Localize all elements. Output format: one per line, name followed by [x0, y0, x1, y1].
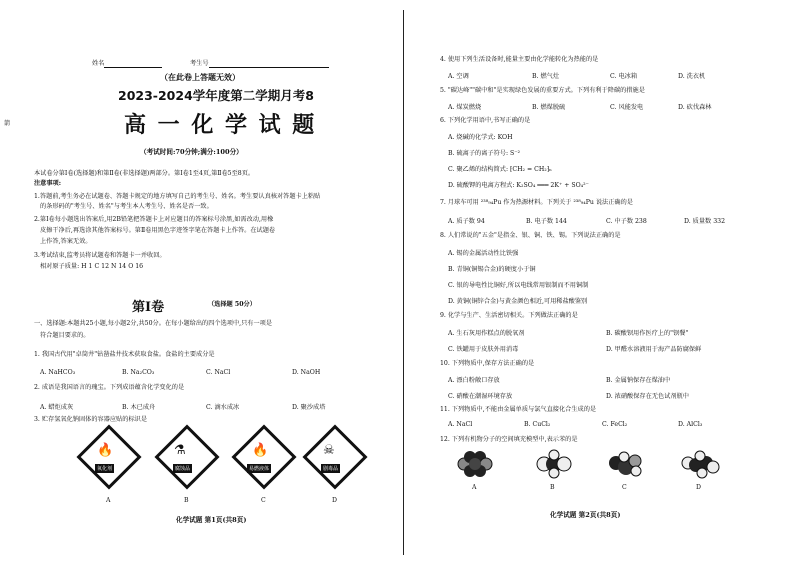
option-b: B [184, 497, 189, 504]
option-c: C. NaCl [206, 369, 231, 376]
question-stem: 2. 成语是我国语言的瑰宝。下列成语蕴含化学变化的是 [34, 384, 185, 391]
hazard-label: 氧化剂 [97, 466, 113, 472]
option-c: C. 电冰箱 [610, 73, 638, 80]
year-title: 2023-2024学年度第二学期月考8 [118, 88, 314, 103]
option-b: B. 金属钠保存在煤油中 [606, 377, 671, 384]
option-d: D. 浓硝酸保存在无色试剂瓶中 [606, 393, 689, 400]
notice: （在此卷上答题无效） [160, 72, 240, 82]
option-a: A. NaHCO₃ [40, 369, 76, 376]
question-stem: 5. "碳达峰""碳中和"是实现绿色发展的重要方式。下列有利于降碳的措施是 [440, 87, 645, 94]
option-d: D. 硫酸钾的电离方程式: K₂SO₄ ═══ 2K⁺ + SO₄²⁻ [448, 182, 589, 189]
hazard-label: 剧毒品 [323, 466, 339, 472]
section-instruction: 一、选择题:本题共25小题,每小题2分,共50分。在每小题给出的四个选项中,只有一项是 [34, 320, 273, 327]
option-a: A [472, 484, 477, 491]
option-b: B. 电子数 144 [526, 218, 567, 225]
question-stem: 6. 下列化学用语中,书写正确的是 [440, 117, 531, 124]
option-d: D [332, 497, 337, 504]
question-stem: 11. 下列物质中,不能由金属单质与氯气直接化合生成的是 [440, 406, 597, 413]
option-c: C. 滴水成冰 [206, 404, 240, 411]
right-page [410, 0, 794, 561]
hazard-diamond-b [154, 424, 219, 489]
question-stem: 9. 化学与生产、生活密切相关。下列做法正确的是 [440, 312, 578, 319]
question-stem: 12. 下列有机物分子的空间填充模型中,表示苯的是 [440, 436, 578, 443]
question-stem: 1. 我国古代用"卓筒井"钻凿盐井技术获取食盐。食盐的主要成分是 [34, 351, 215, 358]
option-b: B. 碳酸钡用作医疗上的"钡餐" [606, 330, 689, 337]
option-d: D. 黄铜(铜锌合金)与黄金颜色相近,可用稀盐酸鉴别 [448, 298, 588, 305]
page-divider [403, 10, 404, 555]
notice-title: 注意事项: [34, 180, 62, 187]
option-c: C. 聚乙烯的结构简式: ⁅CH₂ = CH₂⁆ₙ [448, 166, 552, 173]
notice-item: 1.答题前,考生务必在试题卷、答题卡规定的地方填写自己的考生号、姓名。考生要认真核对答题卡上粘贴 [34, 193, 321, 200]
hazard-label: 腐蚀品 [175, 466, 191, 472]
option-d: D. 砍伐森林 [678, 104, 712, 111]
option-b: B [550, 484, 555, 491]
name-label: 姓名 [92, 60, 105, 67]
option-c: C. FeCl₂ [602, 421, 628, 428]
option-d: D. 质量数 332 [684, 218, 726, 225]
option-d: D. 洗衣机 [678, 73, 706, 80]
exam-no-field [190, 60, 329, 68]
page-footer: 化学试题 第1页(共8页) [176, 516, 247, 524]
option-d: D [696, 484, 701, 491]
molecule-model-b [534, 449, 574, 479]
oxidizer-icon: 🔥 [97, 443, 114, 458]
notice-item: 上作答,答案无效。 [40, 238, 92, 245]
option-c: C. 银的导电性比铜好,所以电线常用银制而不用铜制 [448, 282, 589, 289]
question-stem: 4. 使用下列生活设备时,能量主要由化学能转化为热能的是 [440, 56, 599, 63]
hazard-label: 易燃液体 [249, 466, 270, 472]
margin-char: 箭 [4, 120, 11, 127]
molecule-model-a [456, 449, 496, 479]
option-a: A. NaCl [448, 421, 473, 428]
section-instruction: 符合题目要求的。 [40, 332, 90, 339]
name-field [92, 60, 162, 68]
option-c: C [261, 497, 266, 504]
option-d: D. 聚沙成塔 [292, 404, 326, 411]
option-c: C. 风能发电 [610, 104, 644, 111]
option-c: C. 中子数 238 [606, 218, 647, 225]
option-b: B. CuCl₂ [524, 421, 551, 428]
notice-item: 的条形码的"考生号、姓名"与考生本人考生号、姓名是否一致。 [40, 203, 213, 210]
option-d: D. AlCl₃ [678, 421, 703, 428]
option-b: B. Na₂CO₃ [122, 369, 155, 376]
option-a: A. 蜡炬成灰 [40, 404, 74, 411]
option-a: A [106, 497, 111, 504]
question-stem: 8. 人们常说的"五金"是指金、银、铜、铁、锡。下列说法正确的是 [440, 232, 621, 239]
option-b: B. 燃气灶 [532, 73, 560, 80]
molecule-model-c [606, 449, 646, 479]
molecule-model-d [680, 449, 720, 479]
time-score: （考试时间:70分钟;满分:100分） [140, 148, 243, 156]
main-title: 高 一 化 学 试 题 [124, 112, 317, 138]
option-b: B. 燃煤脱硫 [532, 104, 566, 111]
question-stem: 10. 下列物质中,保存方法正确的是 [440, 360, 535, 367]
option-a: A. 锡的金属活动性比铁强 [448, 250, 519, 257]
option-d: D. 甲醛水溶液用于海产品防腐保鲜 [606, 346, 702, 353]
flame-icon: 🔥 [252, 443, 269, 458]
option-a: A. 漂白粉敞口存放 [448, 377, 500, 384]
option-c: C [622, 484, 627, 491]
corrosive-icon: ⚗ [174, 443, 186, 458]
question-stem: 3. 贮存氢氧化钠固体的容器应贴的标识是 [34, 416, 148, 423]
question-stem: 7. 月球车可用 ²³⁸₉₄Pu 作为热源材料。下列关于 ²³⁸₉₄Pu 说法正确的是 [440, 199, 633, 206]
section-title: 第Ⅰ卷 [132, 300, 165, 315]
option-c: C. 硝酸在潮湿环境存放 [448, 393, 513, 400]
option-a: A. 煤炭燃烧 [448, 104, 482, 111]
option-d: D. NaOH [292, 369, 321, 376]
hazard-diamond-d [302, 424, 367, 489]
exam-no-label: 考生号 [190, 60, 209, 67]
option-a: A. 空调 [448, 73, 469, 80]
option-a: A. 生石灰用作糕点的脱氧剂 [448, 330, 525, 337]
page-footer: 化学试题 第2页(共8页) [550, 511, 621, 519]
skull-icon: ☠ [323, 443, 335, 458]
option-c: C. 铁罐用于皮肤外用消毒 [448, 346, 519, 353]
atomic-mass-line: 相对原子质量: H 1 C 12 N 14 O 16 [40, 263, 144, 270]
notice-item: 2.第Ⅰ卷每小题选出答案后,用2B铅笔把答题卡上对应题目的答案标号涂黑,如需改动,用橡 [34, 216, 274, 223]
notice-item: 皮擦干净后,再选涂其他答案标号。第Ⅱ卷用黑色字迹签字笔在答题卡上作答。在试题卷 [40, 227, 276, 234]
option-a: A. 烧碱的化学式: KOH [448, 134, 513, 141]
option-b: B. 硫离子的离子符号: S⁻² [448, 150, 521, 157]
notice-item: 3.考试结束,监考员将试题卷和答题卡一并收回。 [34, 252, 166, 259]
intro-line: 本试卷分第Ⅰ卷(选择题)和第Ⅱ卷(非选择题)两部分。第Ⅰ卷1至4页,第Ⅱ卷5至8页。 [34, 170, 255, 177]
option-a: A. 质子数 94 [448, 218, 485, 225]
option-b: B. 木已成舟 [122, 404, 156, 411]
section-subtitle: （选择题 50分） [208, 301, 256, 308]
option-b: B. 青铜(铜锡合金)的硬度小于铜 [448, 266, 536, 273]
